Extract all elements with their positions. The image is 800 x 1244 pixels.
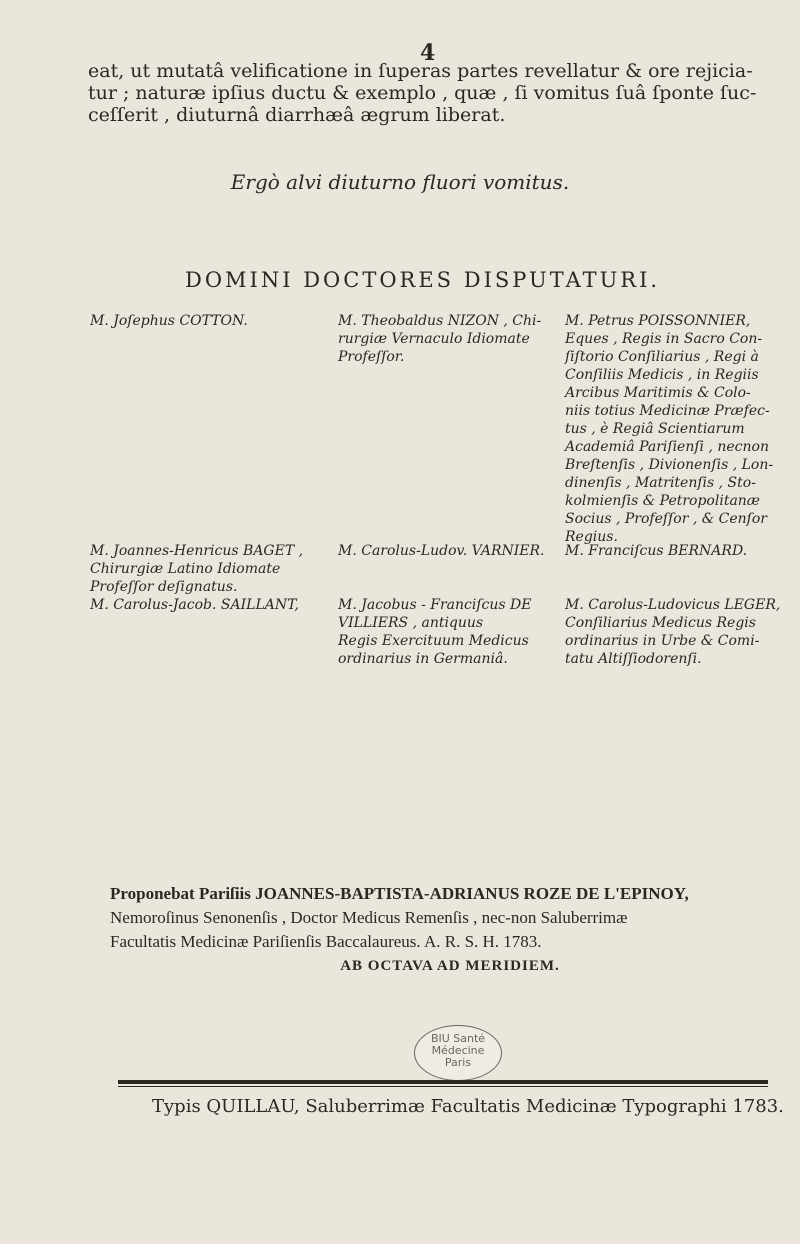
entry-line: Chirurgiæ Latino Idiomate [90,561,281,577]
entry-line: M. Franciſcus BERNARD. [565,543,748,559]
doctor-entry [338,596,558,668]
entry-line: ſiſtorio Conſiliarius , Regi à [565,349,759,365]
entry-line: Regius. [565,529,618,545]
stamp-line: Médecine [431,1044,485,1057]
entry-line: M. Carolus-Ludov. VARNIER. [338,543,545,559]
entry-line: ordinarius in Germaniâ. [338,651,508,667]
entry-line: Arcibus Maritimis & Colo- [565,385,751,401]
entry-line: M. Joſephus COTTON. [90,313,248,329]
doctor-entry [90,542,330,596]
intro-line: tur ; naturæ ipſius ductu & exemplo , quæ , ſi vomitus ſuâ ſponte ſuc- [88,82,757,104]
doctor-entry [338,312,558,366]
doctor-entry [565,542,795,560]
entry-line: tatu Altiſſiodorenſi. [565,651,702,667]
stamp-line: BIU Santé [430,1032,486,1045]
entry-line: rurgiæ Vernaculo Idiomate [338,331,530,347]
entry-line: M. Carolus-Jacob. SAILLANT, [90,597,299,613]
entry-line: dinenſis , Matritenſis , Sto- [565,475,756,491]
printer-imprint: Typis QUILLAU, Saluberrimæ Facultatis Medicinæ Typographi 1783. [152,1096,784,1117]
stamp-line: Paris [444,1056,472,1069]
entry-line: Profeſſor deſignatus. [90,579,238,595]
time-line: AB OCTAVA AD MERIDIEM. [340,958,560,974]
entry-line: kolmienſis & Petropolitanæ [565,493,760,509]
entry-line: VILLIERS , antiquus [338,615,484,631]
proponebat-line: Nemoroſinus Senonenſis , Doctor Medicus Remenſis , nec-non Saluberrimæ [110,908,628,927]
entry-line: ordinarius in Urbe & Comi- [565,633,760,649]
library-stamp [414,1025,502,1081]
proponebat-line: Proponebat Pariſiis JOANNES-BAPTISTA-ADRIANUS ROZE DE L'EPINOY, [110,884,689,903]
doctor-entry [90,596,330,614]
entry-line: Eques , Regis in Sacro Con- [565,331,763,347]
thesis-conclusion: Ergò alvi diuturno fluori vomitus. [230,170,570,194]
entry-line: Socius , Profeſſor , & Cenſor [565,511,767,527]
entry-line: tus , è Regiâ Scientiarum [565,421,745,437]
entry-line: M. Theobaldus NIZON , Chi- [338,313,542,329]
intro-line: ceſſerit , diuturnâ diarrhæâ ægrum liberat. [88,104,506,126]
entry-line: Breſtenſis , Divionenſis , Lon- [565,457,774,473]
entry-line: M. Petrus POISSONNIER, [565,313,751,329]
entry-line: M. Joannes-Henricus BAGET , [90,543,304,559]
entry-line: Academiâ Pariſienſi , necnon [565,439,769,455]
rule-thin [118,1086,768,1087]
intro-paragraph [88,60,768,126]
entry-line: Conſiliis Medicis , in Regiis [565,367,759,383]
proponebat-line: Facultatis Medicinæ Pariſienſis Baccalaureus. A. R. S. H. 1783. [110,932,542,951]
doctor-entry [565,596,795,668]
entry-line: Profeſſor. [338,349,405,365]
doctor-entry [338,542,558,560]
entry-line: M. Jacobus - Franciſcus DE [338,597,532,613]
page-number: 4 [420,40,436,66]
intro-line: eat, ut mutatâ velificatione in ſuperas partes revellatur & ore rejicia- [88,60,753,82]
proponebat-block [110,882,790,978]
doctor-entry [565,312,795,546]
entry-line: Conſiliarius Medicus Regis [565,615,756,631]
rule-thick [118,1080,768,1084]
entry-line: Regis Exercituum Medicus [338,633,529,649]
section-heading: DOMINI DOCTORES DISPUTATURI. [185,268,661,292]
entry-line: niis totius Medicinæ Præfec- [565,403,770,419]
doctor-entry [90,312,330,330]
entry-line: M. Carolus-Ludovicus LEGER, [565,597,781,613]
